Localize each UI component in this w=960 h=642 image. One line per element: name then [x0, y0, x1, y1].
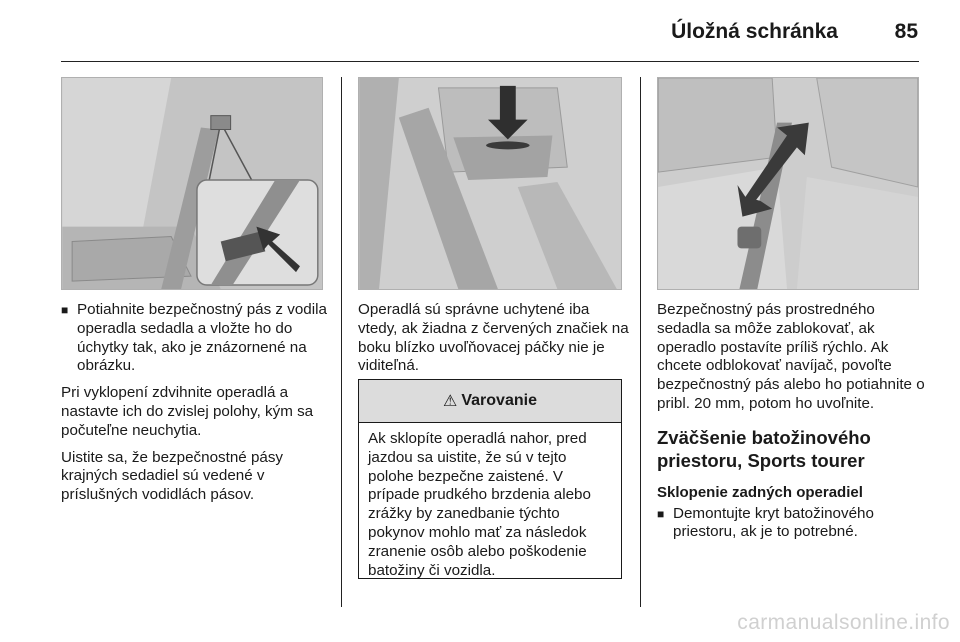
- list-item: [657, 505, 925, 543]
- bullet-square-icon: ■: [657, 506, 665, 521]
- column-3-text: [657, 301, 925, 550]
- column-divider-right: [640, 77, 641, 607]
- figure-belt-guide: [61, 77, 323, 290]
- figure-release-lever: [358, 77, 622, 290]
- sub-heading: Sklopenie zadných operadiel: [657, 483, 863, 501]
- warning-title: Varovanie: [461, 392, 537, 409]
- warning-header: [359, 380, 621, 423]
- column-2-text: [358, 301, 630, 384]
- figure-belt-guide-illustration: [62, 78, 322, 289]
- warning-box: [358, 379, 622, 579]
- page-title: Úložná schránka: [671, 20, 838, 43]
- instruction-text: Demontujte kryt batožinového priestoru, ak je to potrebné.: [673, 504, 874, 541]
- paragraph: Operadlá sú správne uchytené iba vtedy, ak žiadna z červených značiek na boku blízko uvoľňovacej páčky nie je viditeľná.: [358, 301, 629, 375]
- paragraph: Bezpečnostný pás prostredného sedadla sa môže zablokovať, ak operadlo postavíte príliš rýchlo. Ak chcete odblokovať navíjač, povoľte bezpečnostný pás alebo ho potiahnite o pribl. 20 mm, potom ho uvoľnite.: [657, 301, 925, 412]
- figure-release-lever-illustration: [359, 78, 621, 289]
- header-divider: [61, 61, 919, 62]
- figure-center-belt: [657, 77, 919, 290]
- column-1-text: [61, 301, 329, 513]
- list-item: [61, 301, 329, 376]
- watermark: carmanualsonline.info: [737, 611, 950, 634]
- paragraph: Pri vyklopení zdvihnite operadlá a nastavte ich do zvislej polohy, kým sa počuteľne neuchytia.: [61, 384, 314, 439]
- section-heading: Zväčšenie batožinového priestoru, Sports tourer: [657, 426, 871, 471]
- instruction-text: Potiahnite bezpečnostný pás z vodila operadla sedadla a vložte ho do úchytky tak, ako je znázornené na obrázku.: [77, 301, 327, 375]
- bullet-square-icon: ■: [61, 303, 69, 317]
- warning-triangle-icon: ⚠: [443, 393, 458, 410]
- warning-body: Ak sklopíte operadlá nahor, pred jazdou sa uistite, že sú v tejto polohe bezpečne zaistené. V prípade prudkého brzdenia alebo zrážky by zanedbanie týchto pokynov mohlo mať za následok zranenie osôb alebo poškodenie batožiny či vozidla.: [368, 430, 591, 579]
- column-divider-left: [341, 77, 342, 607]
- page-number: 85: [894, 20, 918, 43]
- paragraph: Uistite sa, že bezpečnostné pásy krajných sedadiel sú vedené v príslušných vodidlách pásov.: [61, 448, 284, 504]
- figure-center-belt-illustration: [658, 78, 918, 289]
